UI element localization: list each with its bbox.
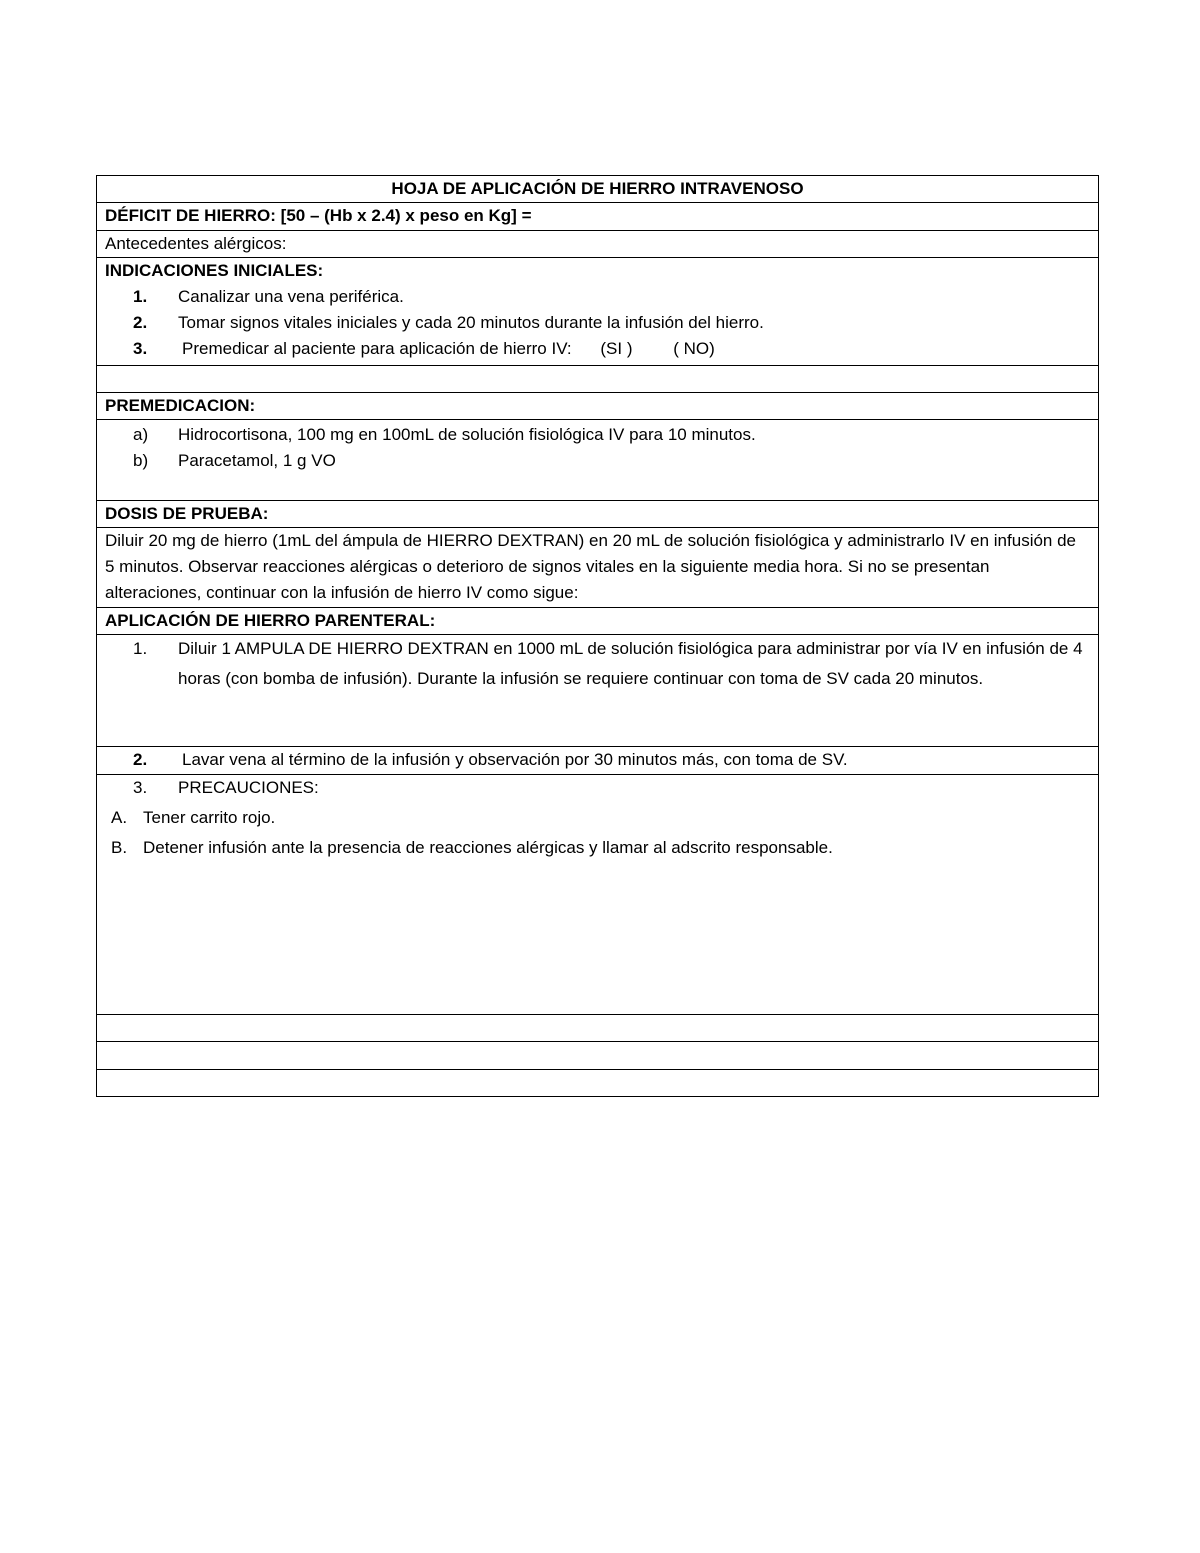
empty-row xyxy=(97,1070,1099,1097)
empty-row xyxy=(97,1015,1099,1042)
list-item: 3. PRECAUCIONES: xyxy=(133,778,319,797)
list-item: 1. Diluir 1 AMPULA DE HIERRO DEXTRAN en 1000 mL de solución fisiológica para administrar por vía IV en infusión de 4 horas (con bomba de infusión). Durante la infusión se requiere continuar con toma de SV cada 20 minutos. xyxy=(133,639,1083,688)
initial-indications-section xyxy=(97,258,1099,366)
allergy-history-field: Antecedentes alérgicos: xyxy=(97,231,1099,258)
test-dose-text: Diluir 20 mg de hierro (1mL del ámpula de HIERRO DEXTRAN) en 20 mL de solución fisiológica y administrarlo IV en infusión de 5 minutos. Observar reacciones alérgicas o deterioro de signos vitales en la siguiente media hora. Si no se presentan alteraciones, continuar con la infusión de hierro IV como sigue: xyxy=(97,528,1099,608)
list-item: 2. Tomar signos vitales iniciales y cada 20 minutos durante la infusión del hierro. xyxy=(133,313,764,332)
empty-row xyxy=(97,366,1099,393)
parenteral-step-2 xyxy=(97,747,1099,775)
premedication-section xyxy=(97,420,1099,501)
list-item: b) Paracetamol, 1 g VO xyxy=(133,451,336,470)
iron-application-form xyxy=(96,175,1099,1097)
empty-row xyxy=(97,1042,1099,1070)
option-si[interactable]: (SI ) xyxy=(600,339,633,358)
option-no[interactable]: ( NO) xyxy=(673,339,715,358)
list-item: 1. Canalizar una vena periférica. xyxy=(133,287,404,306)
parenteral-heading: APLICACIÓN DE HIERRO PARENTERAL: xyxy=(97,608,1099,635)
initial-indications-heading: INDICACIONES INICIALES: xyxy=(105,261,324,280)
precautions-section xyxy=(97,775,1099,1015)
form-title: HOJA DE APLICACIÓN DE HIERRO INTRAVENOSO xyxy=(97,176,1099,203)
iron-deficit-formula: DÉFICIT DE HIERRO: [50 – (Hb x 2.4) x peso en Kg] = xyxy=(97,203,1099,231)
list-item: 2. Lavar vena al término de la infusión y observación por 30 minutos más, con toma de SV. xyxy=(133,750,848,769)
list-item: a) Hidrocortisona, 100 mg en 100mL de solución fisiológica IV para 10 minutos. xyxy=(133,425,756,444)
list-item: 3. Premedicar al paciente para aplicación de hierro IV: (SI ) ( NO) xyxy=(105,336,1090,362)
parenteral-step-1 xyxy=(97,635,1099,747)
test-dose-heading: DOSIS DE PRUEBA: xyxy=(97,501,1099,528)
list-item: B. Detener infusión ante la presencia de reacciones alérgicas y llamar al adscrito responsable. xyxy=(111,838,833,857)
list-item: A. Tener carrito rojo. xyxy=(111,808,276,827)
premedication-heading: PREMEDICACION: xyxy=(97,393,1099,420)
